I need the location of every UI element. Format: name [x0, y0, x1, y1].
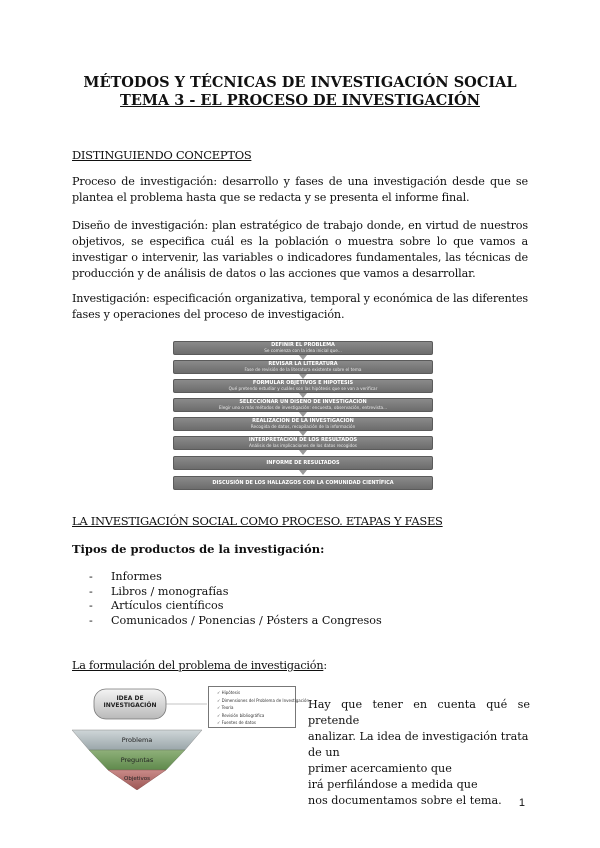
- paragraph-proceso: Proceso de investigación: desarrollo y fases de una investigación desde que se plantea el problema hasta que se redacta y se presenta el informe final.: [72, 175, 528, 204]
- text-line: analizar. La idea de investigación trata de un: [308, 730, 529, 759]
- funnel-objetivos: Objetivos: [124, 776, 150, 782]
- list-item: - Libros / monografías: [89, 585, 382, 600]
- flow-step-4: SELECCIONAR UN DISEÑO DE INVESTIGACIÓN Elegir uno o más métodos de investigación: encuesta, observación, entrevista...: [173, 398, 433, 412]
- problem-funnel-diagram: [72, 686, 310, 790]
- checklist-item: ✓ Fuentes de datos: [217, 720, 256, 725]
- section-heading-concepts: DISTINGUIENDO CONCEPTOS: [72, 148, 252, 162]
- text-line: nos documentamos sobre el tema.: [308, 794, 502, 807]
- factors-checklist: [208, 686, 310, 728]
- products-list: [89, 570, 382, 628]
- flow-arrow: [299, 450, 307, 455]
- funnel-preguntas: Preguntas: [120, 756, 154, 764]
- list-item: - Comunicados / Ponencias / Pósters a Congresos: [89, 614, 382, 629]
- checklist-item: ✓ Hipótesis: [217, 690, 241, 695]
- list-item: - Artículos científicos: [89, 599, 382, 614]
- flow-step-3: FORMULAR OBJETIVOS E HIPÓTESIS Qué pretendo estudiar y cuáles son las hipótesis que se van a verificar: [173, 379, 433, 393]
- text-line: primer acercamiento que: [308, 762, 452, 775]
- checklist-item: ✓ Dimensiones del Problema de Investigación: [217, 697, 310, 703]
- page-number: 1: [518, 797, 525, 809]
- checklist-item: ✓ Teoría: [217, 705, 234, 710]
- text-line: irá perfilándose a medida que: [308, 778, 478, 791]
- section-heading-process: LA INVESTIGACIÓN SOCIAL COMO PROCESO. ETAPAS Y FASES: [72, 514, 443, 528]
- flow-step-2: REVISAR LA LITERATURA Fase de revisión de la literatura existente sobre el tema: [173, 360, 433, 374]
- flow-step-7: INFORME DE RESULTADOS: [173, 456, 433, 470]
- flow-step-8: DISCUSIÓN DE LOS HALLAZGOS CON LA COMUNIDAD CIENTÍFICA: [173, 476, 433, 490]
- document-title: MÉTODOS Y TÉCNICAS DE INVESTIGACIÓN SOCIAL: [83, 74, 517, 91]
- funnel-problema: Problema: [121, 736, 153, 744]
- flow-step-5: REALIZACIÓN DE LA INVESTIGACIÓN Recogida de datos, recopilación de la información: [173, 417, 433, 431]
- products-title: Tipos de productos de la investigación:: [72, 542, 325, 556]
- flow-step-6: INTERPRETACIÓN DE LOS RESULTADOS Análisis de las implicaciones de los datos recogidos: [173, 436, 433, 450]
- section-heading-formulation: La formulación del problema de investigación:: [72, 659, 327, 672]
- document-subtitle: TEMA 3 - EL PROCESO DE INVESTIGACIÓN: [120, 92, 480, 109]
- flow-arrow: [299, 470, 307, 475]
- idea-label: IDEA DE INVESTIGACIÓN: [103, 695, 157, 709]
- text-line: Hay que tener en cuenta qué se pretende: [308, 698, 530, 727]
- list-item: - Informes: [89, 570, 382, 585]
- formulation-explanation: [308, 697, 530, 809]
- research-process-diagram: [173, 341, 433, 491]
- paragraph-diseno: Diseño de investigación: plan estratégico de trabajo donde, en virtud de nuestros objetivos, se especifica cuál es la población o muestra sobre lo que vamos a investigar o intervenir, las variables o indicadores fundamentales, las técnicas de producción y de análisis de datos o las acciones que vamos a desarrollar.: [72, 219, 528, 280]
- paragraph-investigacion: Investigación: especificación organizativa, temporal y económica de las diferentes fases y operaciones del proceso de investigación.: [72, 292, 528, 321]
- flow-step-1: DEFINIR EL PROBLEMA Se comienza con la idea inicial que...: [173, 341, 433, 355]
- checklist-item: ✓ Revisión bibliográfica: [217, 712, 265, 718]
